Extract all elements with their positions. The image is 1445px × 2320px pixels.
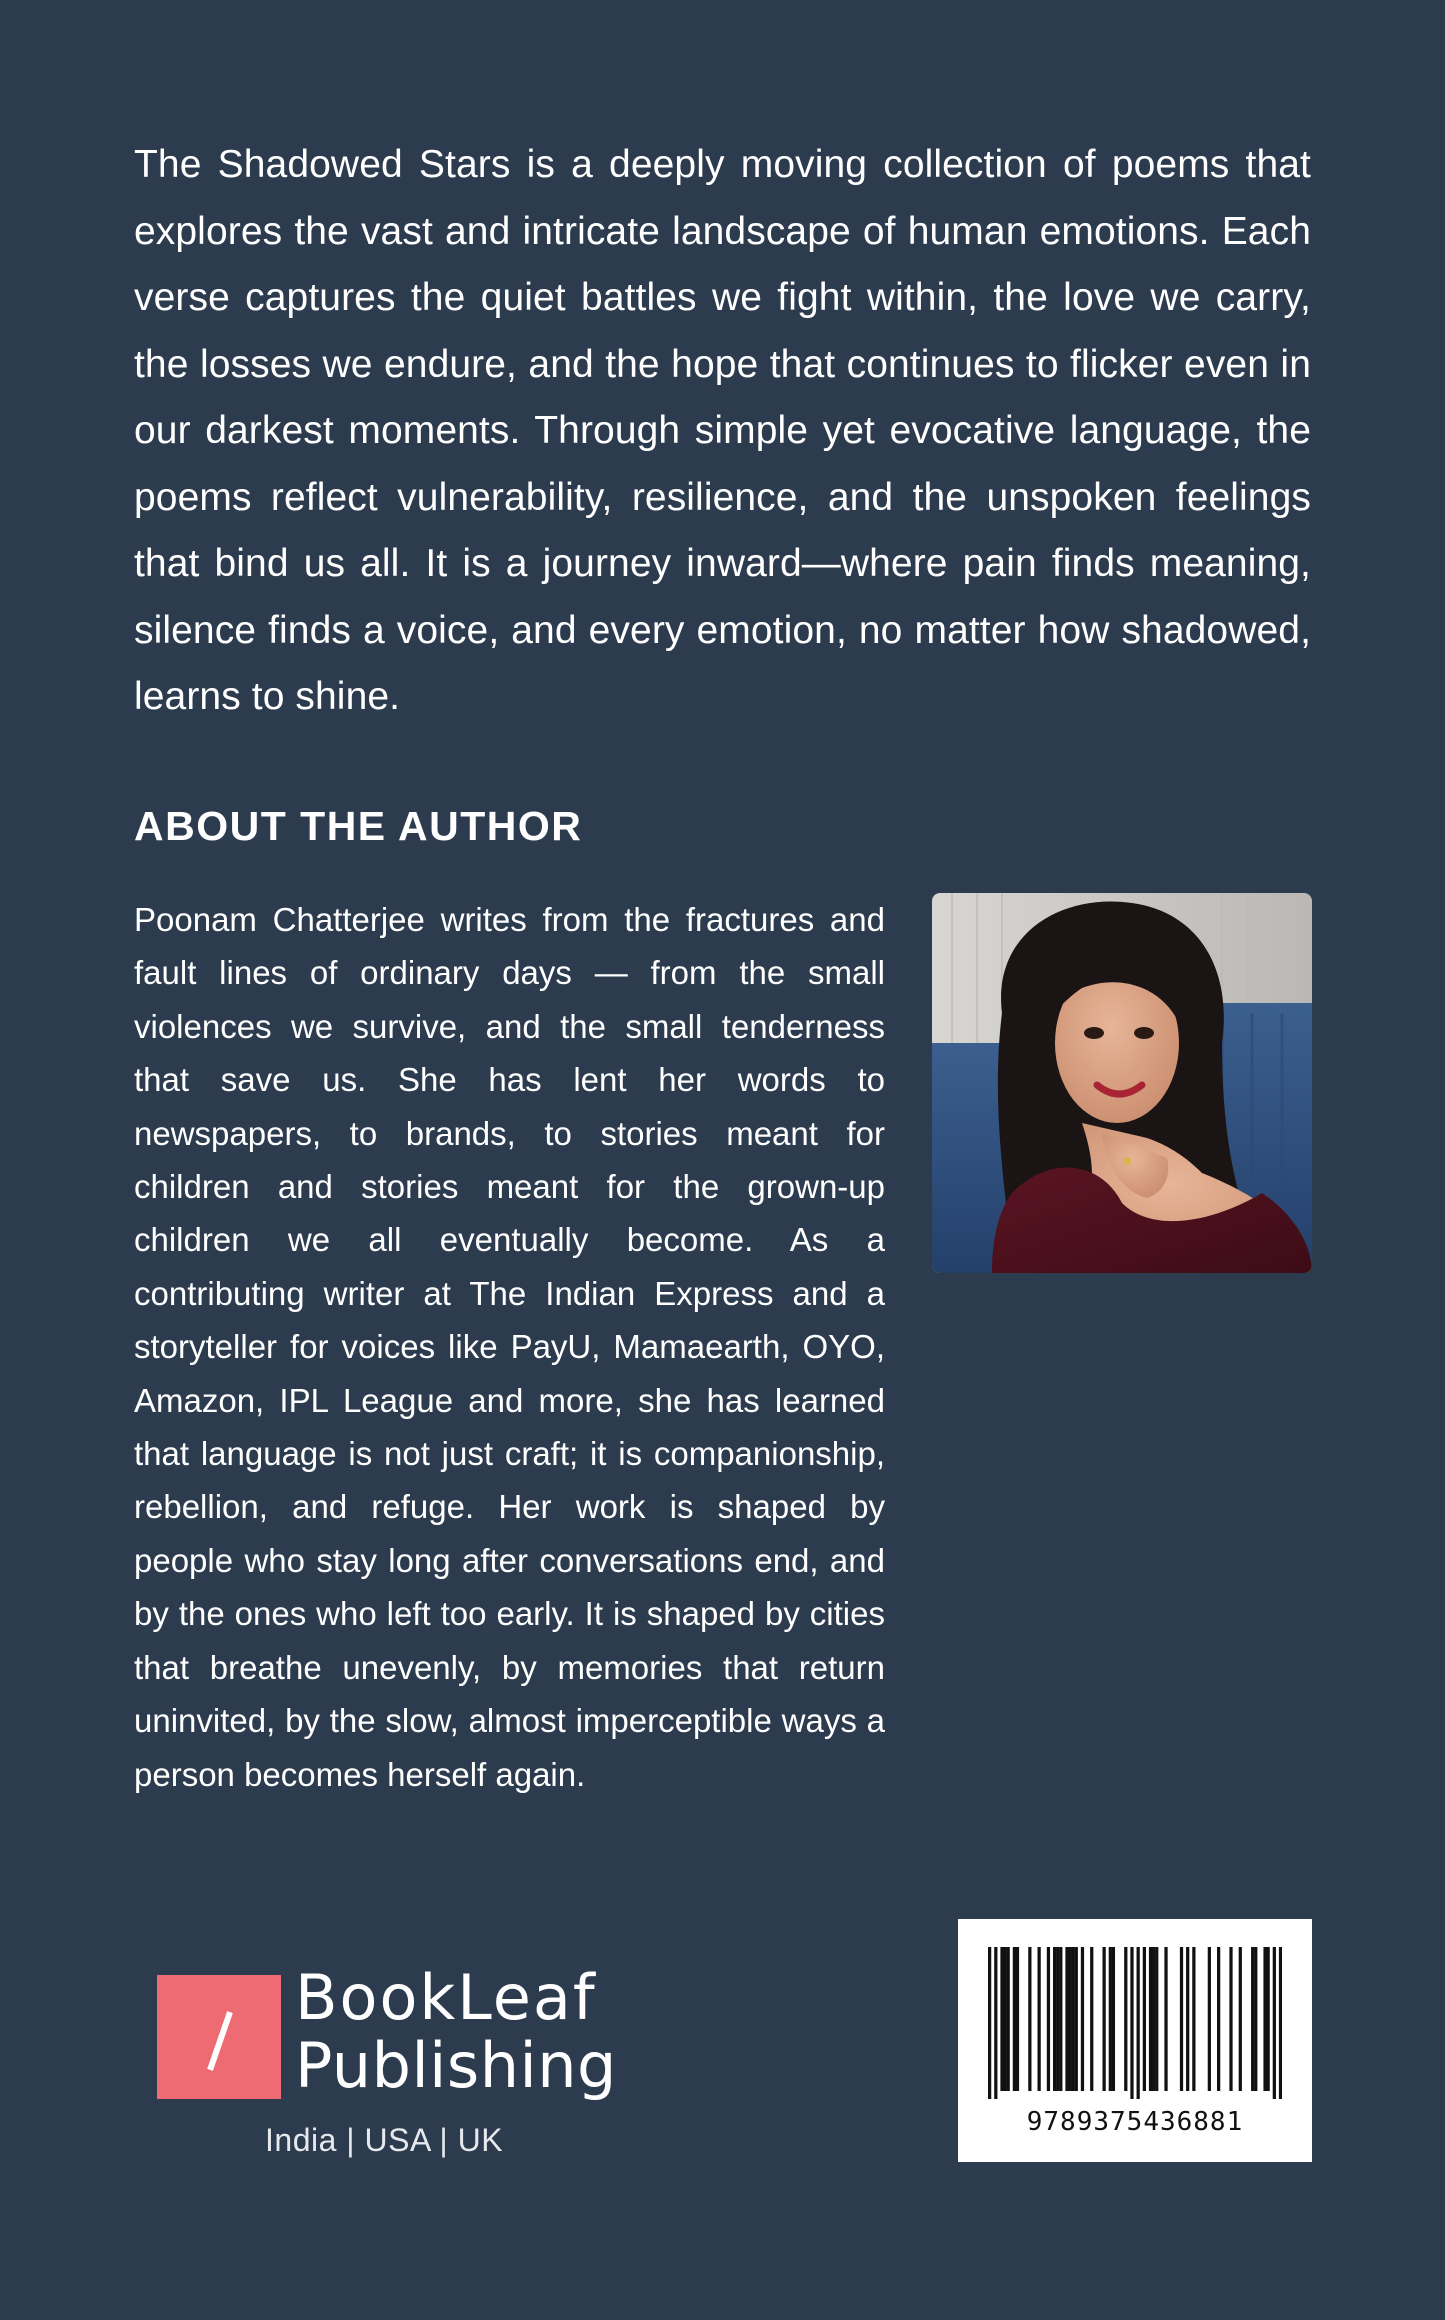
author-photo	[932, 893, 1312, 1273]
barcode-bar	[1003, 1947, 1006, 2091]
barcode-bar	[1013, 1947, 1016, 2091]
publisher-regions: India | USA | UK	[265, 2122, 504, 2158]
barcode-bar	[988, 1947, 991, 2099]
barcode-bar	[1263, 1947, 1266, 2091]
barcode-bar	[1273, 1947, 1276, 2099]
barcode-bar	[1279, 1947, 1282, 2099]
barcode-bar	[1072, 1947, 1075, 2091]
publisher-name-line1: BookLeaf	[295, 1961, 597, 2034]
barcode-bar	[1137, 1947, 1140, 2099]
bookleaf-publishing-logo	[157, 1960, 617, 2130]
barcode-bar	[1103, 1947, 1106, 2091]
barcode-bar	[1155, 1947, 1158, 2091]
barcode-bar	[1090, 1947, 1093, 2091]
publisher-name-line2: Publishing	[295, 2029, 617, 2102]
barcode-bar	[1038, 1947, 1041, 2091]
barcode-bar	[1239, 1947, 1242, 2091]
barcode-bar	[1208, 1947, 1211, 2091]
barcode-bar	[1254, 1947, 1257, 2091]
barcode-bar	[1056, 1947, 1059, 2091]
book-blurb: The Shadowed Stars is a deeply moving collection of poems that explores the vast and intricate landscape of human emotions. Each verse captures the quiet battles we fight within, the love we carry, the losses we endure, and the hope that continues to flicker even in our darkest moments. Through simple yet evocative language, the poems reflect vulnerability, resilience, and the unspoken feelings that bind us all. It is a journey inward—where pain finds meaning, silence finds a voice, and every emotion, no matter how shadowed, learns to shine.	[134, 143, 1311, 718]
barcode-bar	[1028, 1947, 1031, 2091]
isbn-barcode	[958, 1919, 1312, 2162]
barcode-bar	[1081, 1947, 1084, 2091]
barcode-bar	[1059, 1947, 1062, 2091]
barcode-bar	[1109, 1947, 1112, 2091]
barcode-bar	[1112, 1947, 1115, 2091]
slash-icon	[157, 1975, 281, 2099]
barcode-bar	[1016, 1947, 1019, 2091]
barcode-bar	[1267, 1947, 1270, 2091]
author-bio: Poonam Chatterjee writes from the fractures and fault lines of ordinary days — from the small violences we survive, and the small tenderness that save us. She has lent her words to newspapers, to brands, to stories meant for children and stories meant for the grown-up children we all eventually become. As a contributing writer at The Indian Express and a storyteller for voices like PayU, Mamaearth, OYO, Amazon, IPL League and more, she has learned that language is not just craft; it is companionship, rebellion, and refuge. Her work is shaped by people who stay long after conversations end, and by the ones who left too early. It is shaped by cities that breathe unevenly, by memories that return uninvited, by the slow, almost imperceptible ways a person becomes herself again.	[134, 901, 885, 1793]
barcode-bar	[1164, 1947, 1167, 2091]
barcode-bar	[1180, 1947, 1183, 2091]
barcode-bar	[1143, 1947, 1146, 2091]
isbn-number: 9789375436881	[1026, 2107, 1244, 2137]
barcode-bar	[1192, 1947, 1195, 2091]
barcode-bar	[1007, 1947, 1010, 2091]
barcode-bar	[1047, 1947, 1050, 2091]
barcode-bar	[1149, 1947, 1152, 2091]
barcode-bar	[1217, 1947, 1220, 2091]
barcode-bar	[1130, 1947, 1133, 2099]
barcode-bar	[1251, 1947, 1254, 2091]
barcode-bar	[1000, 1947, 1003, 2091]
barcode-bar	[1053, 1947, 1056, 2091]
barcode-bar	[1124, 1947, 1127, 2091]
barcode-bar	[994, 1947, 997, 2099]
barcode-bar	[1075, 1947, 1078, 2091]
barcode-bar	[1152, 1947, 1155, 2091]
about-author-heading: ABOUT THE AUTHOR	[134, 803, 583, 849]
barcode-bar	[1186, 1947, 1189, 2091]
barcode-bar	[1229, 1947, 1232, 2091]
barcode-bar	[1068, 1947, 1071, 2091]
barcode-bars	[988, 1947, 1282, 2099]
barcode-bar	[1065, 1947, 1068, 2091]
